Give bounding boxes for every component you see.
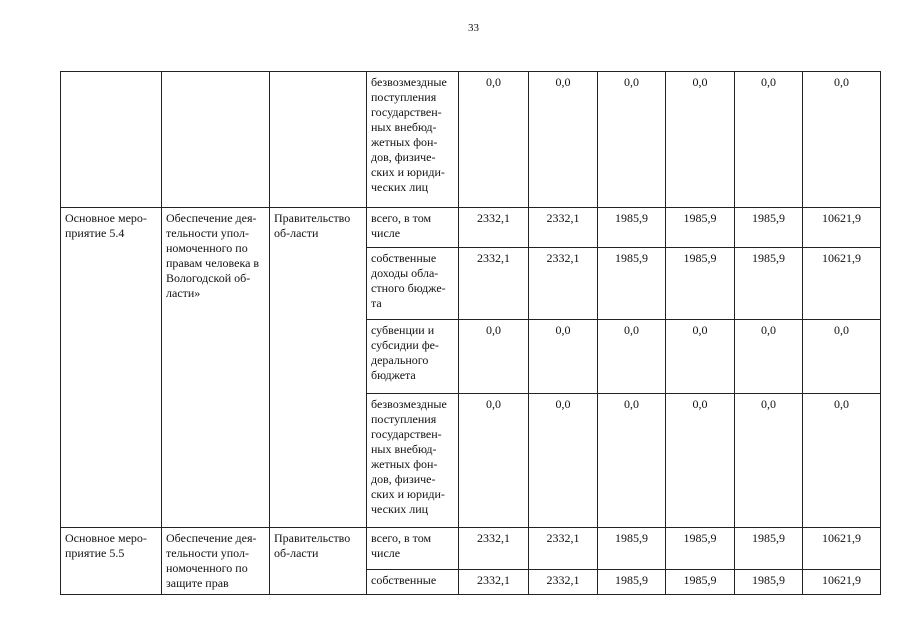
funding-source-cell: собственные bbox=[367, 569, 459, 594]
value-cell: 0,0 bbox=[803, 72, 881, 208]
value-cell: 1985,9 bbox=[666, 528, 735, 570]
value-cell: 1985,9 bbox=[735, 208, 803, 248]
value-cell: 1985,9 bbox=[598, 208, 666, 248]
funding-source-cell: безвозмездные поступления государствен-ных внебюд-жетных фон-дов, физиче-ских и юриди-ческих лиц bbox=[367, 394, 459, 528]
value-cell: 0,0 bbox=[459, 394, 529, 528]
value-cell: 0,0 bbox=[803, 320, 881, 394]
value-cell: 10621,9 bbox=[803, 208, 881, 248]
value-cell: 0,0 bbox=[666, 320, 735, 394]
value-cell: 2332,1 bbox=[529, 528, 598, 570]
funding-source-cell: всего, в том числе bbox=[367, 528, 459, 570]
empty-cell bbox=[61, 72, 162, 208]
value-cell: 1985,9 bbox=[598, 528, 666, 570]
empty-cell bbox=[270, 72, 367, 208]
table-row bbox=[61, 208, 881, 248]
value-cell: 0,0 bbox=[803, 394, 881, 528]
value-cell: 0,0 bbox=[666, 394, 735, 528]
value-cell: 0,0 bbox=[598, 72, 666, 208]
value-cell: 0,0 bbox=[529, 72, 598, 208]
value-cell: 2332,1 bbox=[529, 248, 598, 320]
value-cell: 1985,9 bbox=[598, 248, 666, 320]
value-cell: 0,0 bbox=[598, 394, 666, 528]
value-cell: 1985,9 bbox=[598, 569, 666, 594]
activity-title-cell: Обеспечение дея-тельности упол-номоченного по защите прав bbox=[162, 528, 270, 595]
value-cell: 2332,1 bbox=[459, 569, 529, 594]
table-row bbox=[61, 72, 881, 208]
value-cell: 0,0 bbox=[459, 72, 529, 208]
value-cell: 0,0 bbox=[735, 394, 803, 528]
value-cell: 1985,9 bbox=[666, 208, 735, 248]
value-cell: 10621,9 bbox=[803, 248, 881, 320]
program-cell: Основное меро-приятие 5.5 bbox=[61, 528, 162, 595]
value-cell: 0,0 bbox=[666, 72, 735, 208]
program-cell: Основное меро-приятие 5.4 bbox=[61, 208, 162, 528]
value-cell: 1985,9 bbox=[735, 248, 803, 320]
value-cell: 1985,9 bbox=[666, 569, 735, 594]
value-cell: 0,0 bbox=[529, 320, 598, 394]
value-cell: 2332,1 bbox=[529, 569, 598, 594]
funding-source-cell: безвозмездные поступления государствен-ных внебюд-жетных фон-дов, физиче-ских и юриди-ческих лиц bbox=[367, 72, 459, 208]
value-cell: 2332,1 bbox=[459, 528, 529, 570]
executor-cell: Правительство об-ласти bbox=[270, 208, 367, 528]
funding-source-cell: всего, в том числе bbox=[367, 208, 459, 248]
executor-cell: Правительство об-ласти bbox=[270, 528, 367, 595]
empty-cell bbox=[162, 72, 270, 208]
value-cell: 0,0 bbox=[459, 320, 529, 394]
value-cell: 2332,1 bbox=[459, 208, 529, 248]
value-cell: 2332,1 bbox=[459, 248, 529, 320]
budget-table-container bbox=[60, 71, 881, 595]
value-cell: 0,0 bbox=[735, 72, 803, 208]
value-cell: 0,0 bbox=[529, 394, 598, 528]
value-cell: 2332,1 bbox=[529, 208, 598, 248]
activity-title-cell: Обеспечение дея-тельности упол-номоченного по правам человека в Вологодской об-ласти» bbox=[162, 208, 270, 528]
table-row bbox=[61, 528, 881, 570]
value-cell: 10621,9 bbox=[803, 528, 881, 570]
funding-source-cell: субвенции и субсидии фе-дерального бюджета bbox=[367, 320, 459, 394]
value-cell: 10621,9 bbox=[803, 569, 881, 594]
budget-table bbox=[60, 71, 881, 595]
value-cell: 1985,9 bbox=[735, 528, 803, 570]
value-cell: 1985,9 bbox=[666, 248, 735, 320]
value-cell: 0,0 bbox=[598, 320, 666, 394]
page-number: 33 bbox=[468, 22, 479, 34]
value-cell: 1985,9 bbox=[735, 569, 803, 594]
value-cell: 0,0 bbox=[735, 320, 803, 394]
funding-source-cell: собственные доходы обла-стного бюдже-та bbox=[367, 248, 459, 320]
